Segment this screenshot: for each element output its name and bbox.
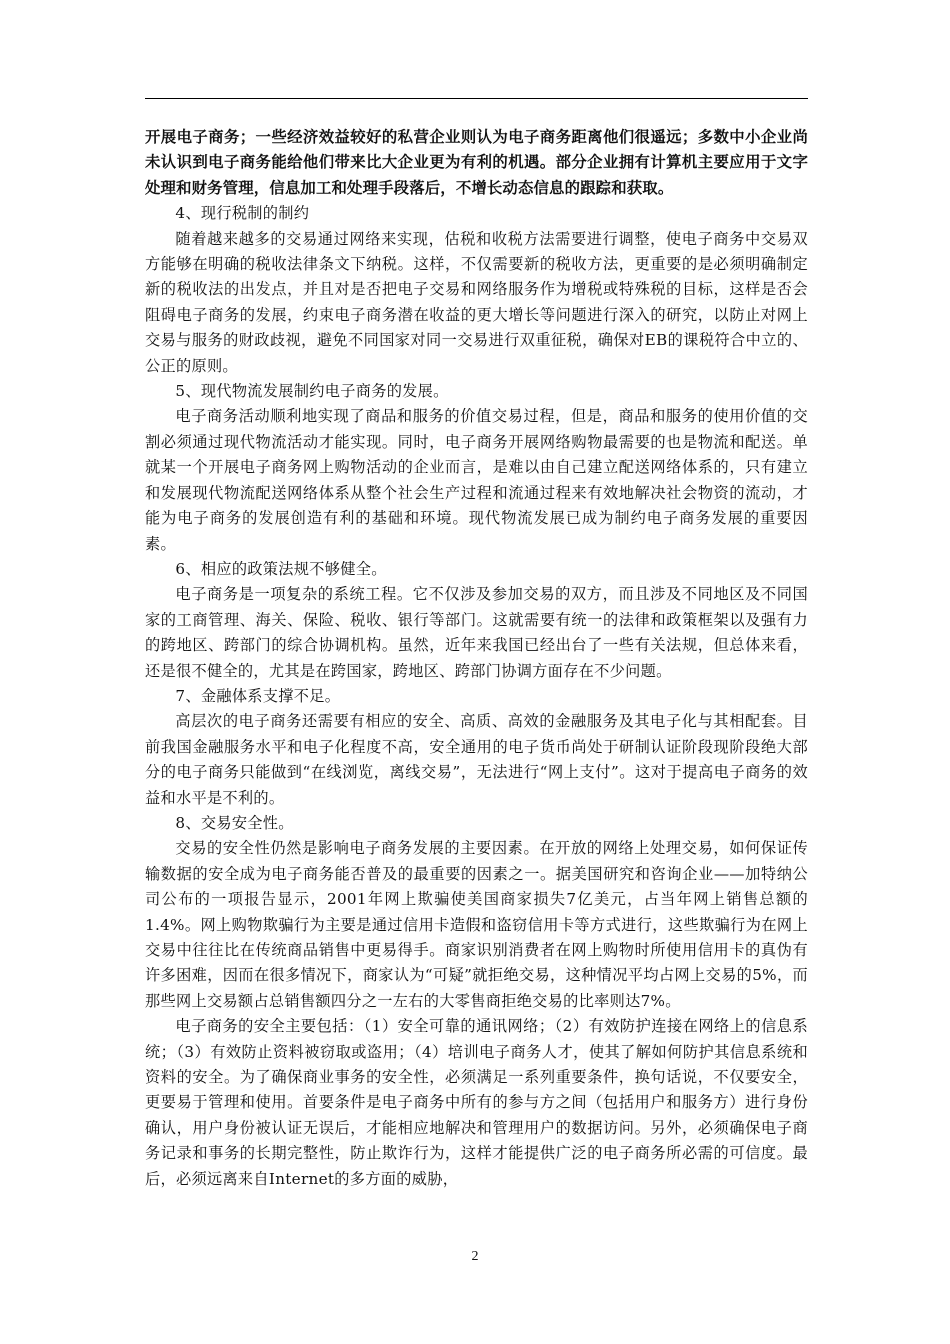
paragraph: 交易的安全性仍然是影响电子商务发展的主要因素。在开放的网络上处理交易，如何保证传输数据的安全成为电子商务能否普及的最重要的因素之一。据美国研究和咨询企业——加特纳公司公布的一项报告显示，2001年网上欺骗使美国商家损失7亿美元，占当年网上销售总额的1.4%。网上购物欺骗行为主要是通过信用卡造假和盗窃信用卡等方式进行，这些欺骗行为在网上交易中往往比在传统商品销售中更易得手。商家识别消费者在网上购物时所使用信用卡的真伪有许多困难，因而在很多情况下，商家认为“可疑”就拒绝交易，这种情况平均占网上交易的5%，而那些网上交易额占总销售额四分之一左右的大零售商拒绝交易的比率则达7%。 (145, 839, 808, 1010)
paragraph: 电子商务的安全主要包括：（1）安全可靠的通讯网络；（2）有效防护连接在网络上的信息系统；（3）有效防止资料被窃取或盗用；（4）培训电子商务人才，使其了解如何防护其信息系统和资料的安全。为了确保商业事务的安全性，必须满足一系列重要条件，换句话说，不仅要安全，更要易于管理和使用。首要条件是电子商务中所有的参与方之间（包括用户和服务方）进行身份确认，用户身份被认证无误后，才能相应地解决和管理用户的数据访问。另外，必须确保电子商务记录和事务的长期完整性，防止欺诈行为，这样才能提供广泛的电子商务所必需的可信度。最后，必须远离来自Internet的多方面的威胁， (145, 1017, 808, 1188)
page-number: 2 (471, 1249, 479, 1264)
paragraph: 高层次的电子商务还需要有相应的安全、高质、高效的金融服务及其电子化与其相配套。目前我国金融服务水平和电子化程度不高，安全通用的电子货币尚处于研制认证阶段现阶段绝大部分的电子商务只能做到“在线浏览，离线交易”，无法进行“网上支付”。这对于提高电子商务的效益和水平是不利的。 (145, 712, 808, 807)
paragraph: 电子商务活动顺利地实现了商品和服务的价值交易过程，但是，商品和服务的使用价值的交割必须通过现代物流活动才能实现。同时，电子商务开展网络购物最需要的也是物流和配送。单就某一个开展电子商务网上购物活动的企业而言，是难以由自己建立配送网络体系的，只有建立和发展现代物流配送网络体系从整个社会生产过程和流通过程来有效地解决社会物资的流动，才能为电子商务的发展创造有利的基础和环境。现代物流发展已成为制约电子商务发展的重要因素。 (145, 407, 808, 553)
section-heading: 6、相应的政策法规不够健全。 (175, 559, 387, 578)
header-rule (145, 98, 808, 99)
body-text (145, 125, 808, 1192)
paragraph: 电子商务是一项复杂的系统工程。它不仅涉及参加交易的双方，而且涉及不同地区及不同国家的工商管理、海关、保险、税收、银行等部门。这就需要有统一的法律和政策框架以及强有力的跨地区、跨部门的综合协调机构。虽然，近年来我国已经出台了一些有关法规，但总体来看，还是很不健全的，尤其是在跨国家，跨地区、跨部门协调方面存在不少问题。 (145, 585, 808, 680)
lead-paragraph: 开展电子商务；一些经济效益较好的私营企业则认为电子商务距离他们很遥远；多数中小企业尚未认识到电子商务能给他们带来比大企业更为有利的机遇。部分企业拥有计算机主要应用于文字处理和财务管理，信息加工和处理手段落后，不增长动态信息的跟踪和获取。 (145, 128, 808, 197)
section-heading: 4、现行税制的制约 (175, 204, 310, 223)
section-heading: 7、金融体系支撑不足。 (175, 686, 341, 705)
section-heading: 8、交易安全性。 (175, 813, 294, 832)
section-heading: 5、现代物流发展制约电子商务的发展。 (175, 382, 449, 401)
paragraph: 随着越来越多的交易通过网络来实现，估税和收税方法需要进行调整，使电子商务中交易双方能够在明确的税收法律条文下纳税。这样，不仅需要新的税收方法，更重要的是必须明确制定新的税收法的出发点，并且对是否把电子交易和网络服务作为增税或特殊税的目标，这样是否会阻碍电子商务的发展，约束电子商务潜在收益的更大增长等问题进行深入的研究，以防止对网上交易与服务的财政歧视，避免不同国家对同一交易进行双重征税，确保对EB的课税符合中立的、公正的原则。 (145, 229, 808, 375)
